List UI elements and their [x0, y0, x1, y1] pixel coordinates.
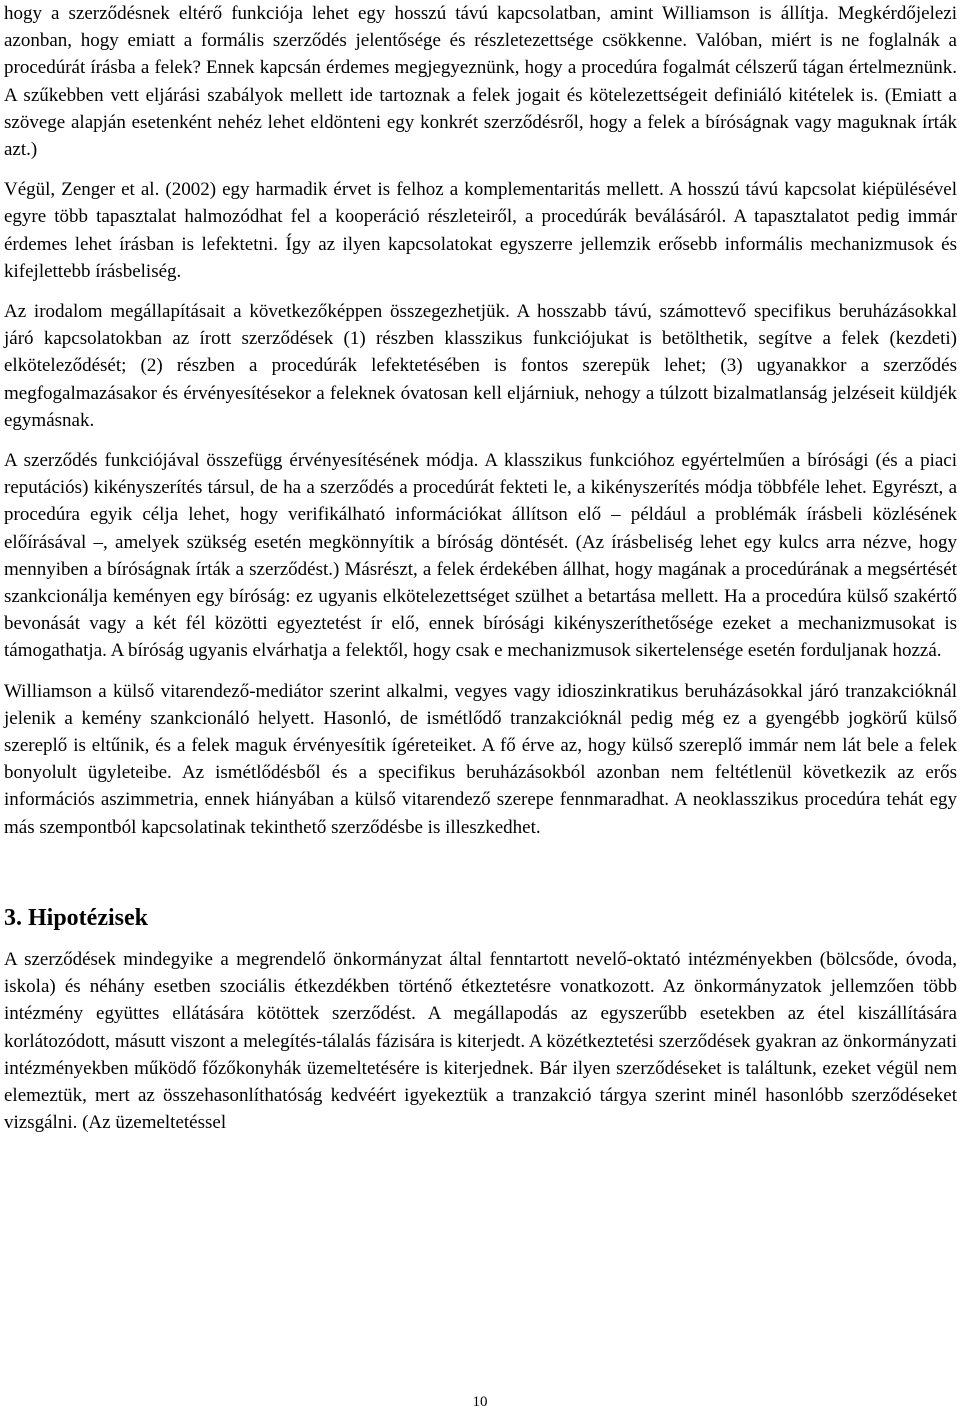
paragraph-literature-summary: Az irodalom megállapításait a következőképpen összegezhetjük. A hosszabb távú, számottevő specifikus beruházásokkal járó kapcsolatokban az írott szerződések (1) részben klasszikus funkciójukat is betölthetik, segítve a felek (kezdeti) elköteleződését; (2) részben a procedúrák lefektetésében is fontos szerepük lehet; (3) ugyanakkor a szerződés megfogalmazásakor és érvényesítésekor a feleknek óvatosan kell eljárniuk, nehogy a túlzott bizalmatlanság jelzéseit küldjék egymásnak. — [4, 301, 957, 431]
paragraph-hypotheses-intro: A szerződések mindegyike a megrendelő önkormányzat által fenntartott nevelő-oktató intézményekben (bölcsőde, óvoda, iskola) és néhány esetben szociális étkezdékben történő étkeztetésre vonatkozott. Az önkormányzatok jellemzően több intézmény együttes ellátására kötöttek szerződést. A megállapodás az egyszerűbb esetekben az étel kiszállítására korlátozódott, másutt viszont a melegítés-tálalás fázisára is kiterjedt. A közétkeztetési szerződések gyakran az önkormányzati intézményekben működő főzőkonyhák üzemeltetésére is kiterjednek. Bár ilyen szerződéseket is találtunk, ezeket végül nem elemeztük, mert az összehasonlíthatóság kedvéért igyekeztük a tranzakció tárgya szerint minél hasonlóbb szerződéseket vizsgálni. (Az üzemeltetéssel — [4, 948, 957, 1134]
section-heading: 3. Hipotézisek — [4, 904, 148, 931]
paragraph-zenger-argument: Végül, Zenger et al. (2002) egy harmadik érvet is felhoz a komplementaritás mellett. A hosszú távú kapcsolat kiépülésével egyre több tapasztalat halmozódhat fel a kooperáció részleteiről, a procedúrák beválásáról. A tapasztalatot pedig immár érdemes lehet írásban is lefektetni. Így az ilyen kapcsolatokat egyszerre jellemzik erősebb informális mechanizmusok és kifejlettebb írásbeliség. — [4, 179, 957, 282]
page-number: 10 — [472, 1394, 488, 1410]
paragraph-enforcement: A szerződés funkciójával összefügg érvényesítésének módja. A klasszikus funkcióhoz egyértelműen a bírósági (és a piaci reputációs) kikényszerítés társul, de ha a szerződés a procedúrát fekteti le, a kikényszerítés módja többféle lehet. Egyrészt, a procedúra egyik célja lehet, hogy verifikálható információkat állítson elő – például a problémák írásbeli közlésének előírásával –, amelyek szükség esetén megkönnyítik a bíróság döntését. (Az írásbeliség lehet egy kulcs arra nézve, hogy mennyiben a bíróságnak írták a szerződést.) Másrészt, a felek érdekében állhat, hogy magának a procedúrának a megsértését szankcionálja keményen egy bíróság: ez ugyanis elkötelezettséget szülhet a betartása mellett. Ha a procedúra külső szakértő bevonását vagy a két fél közötti egyeztetést ír elő, ennek bírósági kikényszeríthetősége ezeket a mechanizmusokat is támogathatja. A bíróság ugyanis elvárhatja a felektől, hogy csak e mechanizmusok sikertelensége esetén forduljanak hozzá. — [4, 450, 957, 662]
paragraph-williamson-mediator: Williamson a külső vitarendező-mediátor szerint alkalmi, vegyes vagy idioszinkratikus beruházásokkal járó tranzakcióknál jelenik a kemény szankcionáló helyett. Hasonló, de ismétlődő tranzakcióknál pedig még ez a gyengébb jogkörű külső szereplő is eltűnik, és a felek maguk érvényesítik ígéreteiket. A fő érve az, hogy külső szereplő immár nem lát bele a felek bonyolult ügyleteibe. Az ismétlődésből és a specifikus beruházásokból azonban nem feltétlenül következik az erős információs aszimmetria, ennek hiányában a külső vitarendező szerepe fennmaradhat. A neoklasszikus procedúra tehát egy más szempontból kapcsolatinak tekinthető szerződésbe is illeszkedhet. — [4, 680, 957, 838]
document-page — [4, 0, 957, 1136]
paragraph-contract-function: hogy a szerződésnek eltérő funkciója lehet egy hosszú távú kapcsolatban, amint Williamson is állítja. Megkérdőjelezi azonban, hogy emiatt a formális szerződés jelentősége és részletezettsége csökkenne. Valóban, miért is ne foglalnák a procedúrát írásba a felek? Ennek kapcsán érdemes megjegyeznünk, hogy a procedúra fogalmát célszerű tágan értelmeznünk. A szűkebben vett eljárási szabályok mellett ide tartoznak a felek jogait és kötelezettségeit definiáló kitételek is. (Emiatt a szövege alapján esetenként nehéz lehet eldönteni egy konkrét szerződésről, hogy a felek a bíróságnak vagy maguknak írták azt.) — [4, 3, 957, 161]
